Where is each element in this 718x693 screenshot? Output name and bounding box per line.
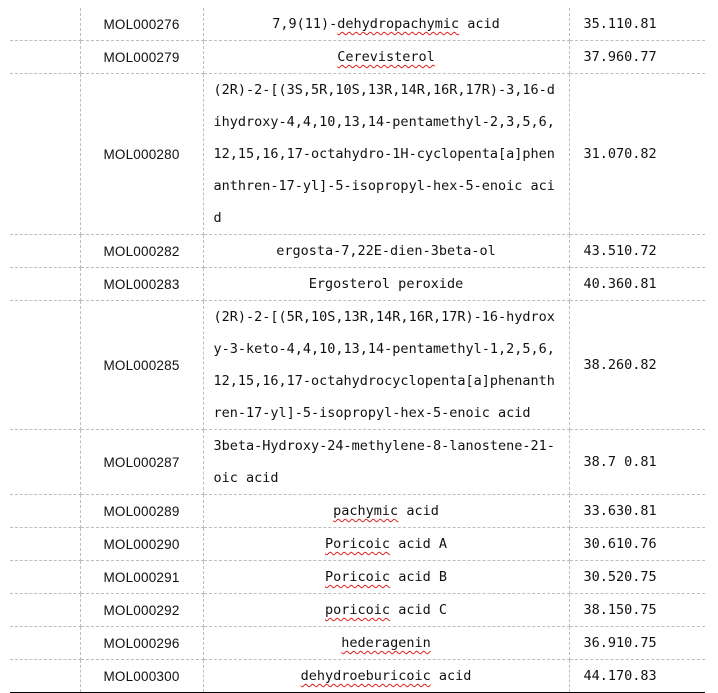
row-blank-cell xyxy=(10,594,80,627)
row-blank-cell xyxy=(10,627,80,660)
molecule-id: MOL000296 xyxy=(80,627,203,660)
molecule-name-part: acid xyxy=(398,503,439,519)
value-cell: 37.960.77 xyxy=(569,41,705,74)
molecule-name: ergosta-7,22E-dien-3beta-ol xyxy=(203,235,569,268)
molecule-name: (2R)-2-[(3S,5R,10S,13R,14R,16R,17R)-3,16-dihydroxy-4,4,10,13,14-pentamethyl-2,3,5,6,12,15,16,17-octahydro-1H-cyclopenta[a]phenanthren-17-yl]-5-isopropyl-hex-5-enoic acid xyxy=(203,74,569,235)
molecule-id: MOL000292 xyxy=(80,594,203,627)
molecule-name-part: acid C xyxy=(390,602,447,618)
row-blank-cell xyxy=(10,74,80,235)
molecule-name: (2R)-2-[(5R,10S,13R,14R,16R,17R)-16-hydroxy-3-keto-4,4,10,13,14-pentamethyl-1,2,5,6,12,15,16,17-octahydrocyclopenta[a]phenanthren-17-yl]-5-isopropyl-hex-5-enoic acid xyxy=(203,301,569,430)
molecule-name-flagged: poricoic xyxy=(325,602,391,618)
row-blank-cell xyxy=(10,301,80,430)
compound-table xyxy=(10,8,705,693)
value-cell: 30.520.75 xyxy=(569,561,705,594)
row-blank-cell xyxy=(10,528,80,561)
row-blank-cell xyxy=(10,561,80,594)
molecule-name xyxy=(203,528,569,561)
value-cell: 38.7 0.81 xyxy=(569,430,705,495)
table-row xyxy=(10,627,705,660)
molecule-id: MOL000300 xyxy=(80,660,203,693)
molecule-name-part: acid xyxy=(430,668,472,684)
molecule-id: MOL000287 xyxy=(80,430,203,495)
molecule-name-part: acid xyxy=(459,16,500,32)
table-row xyxy=(10,495,705,528)
table-row xyxy=(10,594,705,627)
table-row xyxy=(10,268,705,301)
value-cell: 35.110.81 xyxy=(569,8,705,41)
molecule-id: MOL000285 xyxy=(80,301,203,430)
value-cell: 40.360.81 xyxy=(569,268,705,301)
value-cell: 44.170.83 xyxy=(569,660,705,693)
molecule-name: 3beta-Hydroxy-24-methylene-8-lanostene-21-oic acid xyxy=(203,430,569,495)
molecule-id: MOL000291 xyxy=(80,561,203,594)
molecule-name-flagged: hederagenin xyxy=(341,635,431,651)
row-blank-cell xyxy=(10,268,80,301)
table-row xyxy=(10,660,705,693)
molecule-id: MOL000280 xyxy=(80,74,203,235)
value-cell: 36.910.75 xyxy=(569,627,705,660)
molecule-name-flagged: dehydroeburicoic xyxy=(300,668,431,684)
molecule-name-part: acid B xyxy=(390,569,447,585)
row-blank-cell xyxy=(10,495,80,528)
molecule-name: Ergosterol peroxide xyxy=(203,268,569,301)
molecule-id: MOL000282 xyxy=(80,235,203,268)
table-row xyxy=(10,561,705,594)
molecule-name xyxy=(203,8,569,41)
value-cell: 33.630.81 xyxy=(569,495,705,528)
molecule-name-flagged: pachymic xyxy=(333,503,399,519)
molecule-name-part: acid A xyxy=(390,536,447,552)
molecule-id: MOL000279 xyxy=(80,41,203,74)
molecule-name-flagged: Poricoic xyxy=(325,536,391,552)
compound-table-container xyxy=(10,8,705,693)
molecule-id: MOL000276 xyxy=(80,8,203,41)
molecule-name xyxy=(203,627,569,660)
molecule-name xyxy=(203,41,569,74)
molecule-name-flagged: dehydropachymic xyxy=(337,16,460,32)
molecule-id: MOL000283 xyxy=(80,268,203,301)
molecule-name-part: 7,9(11)- xyxy=(272,16,338,32)
value-cell: 43.510.72 xyxy=(569,235,705,268)
value-cell: 38.150.75 xyxy=(569,594,705,627)
molecule-id: MOL000289 xyxy=(80,495,203,528)
table-row xyxy=(10,235,705,268)
row-blank-cell xyxy=(10,8,80,41)
value-cell: 38.260.82 xyxy=(569,301,705,430)
value-cell: 31.070.82 xyxy=(569,74,705,235)
row-blank-cell xyxy=(10,430,80,495)
molecule-name xyxy=(203,660,569,693)
table-row xyxy=(10,8,705,41)
table-row xyxy=(10,430,705,495)
table-row xyxy=(10,528,705,561)
row-blank-cell xyxy=(10,235,80,268)
row-blank-cell xyxy=(10,41,80,74)
row-blank-cell xyxy=(10,660,80,693)
table-row xyxy=(10,41,705,74)
table-row xyxy=(10,74,705,235)
molecule-name xyxy=(203,594,569,627)
molecule-id: MOL000290 xyxy=(80,528,203,561)
molecule-name xyxy=(203,495,569,528)
molecule-name-flagged: Poricoic xyxy=(325,569,391,585)
molecule-name xyxy=(203,561,569,594)
molecule-name-flagged: Cerevisterol xyxy=(337,49,435,65)
table-row xyxy=(10,301,705,430)
value-cell: 30.610.76 xyxy=(569,528,705,561)
